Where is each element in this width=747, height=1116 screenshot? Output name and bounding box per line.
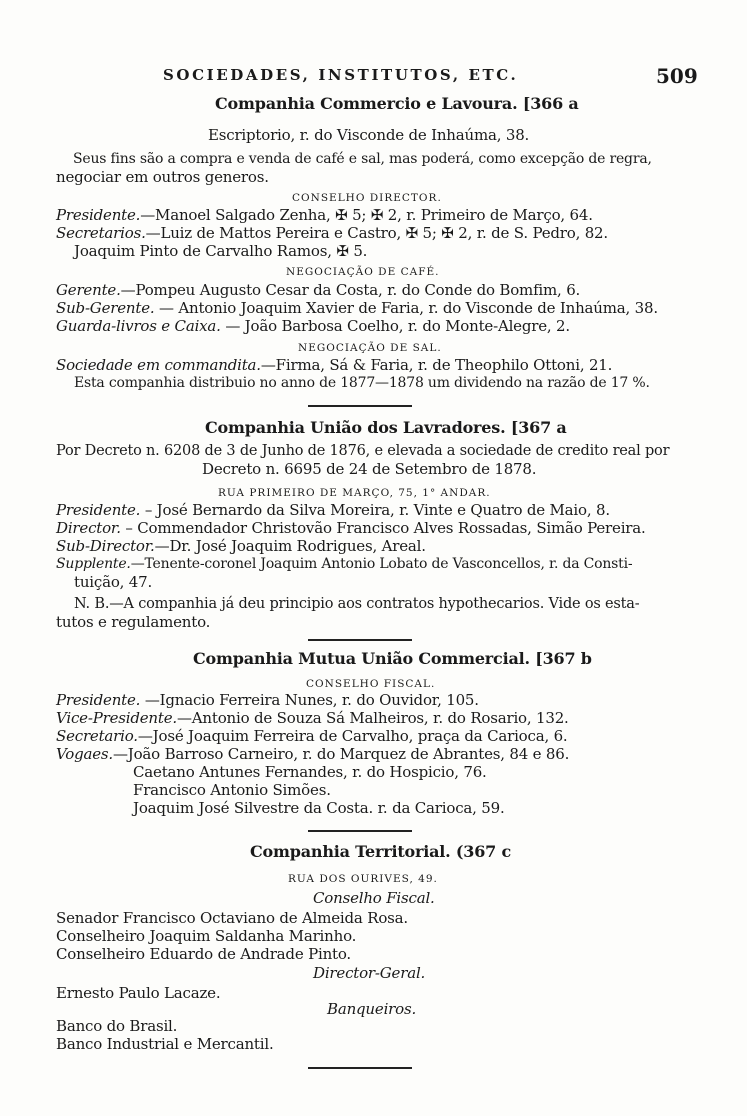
member-entry: —José Joaquim Ferreira de Carvalho, praça da Carioca, 6. <box>137 727 568 745</box>
section-3-vogal: Francisco Antonio Simões. <box>133 781 331 799</box>
section-4-fiscal-member: Senador Francisco Octaviano de Almeida Rosa. <box>56 909 408 927</box>
section-1-description-line-2: negociar em outros generos. <box>56 168 269 186</box>
role-label: Vogaes. <box>56 745 113 763</box>
section-2-decree-line-2: Decreto n. 6695 de 24 de Setembro de 1878. <box>202 460 537 478</box>
section-1-office: Escriptorio, r. do Visconde de Inhaúma, 38. <box>208 126 530 144</box>
section-1-ref: [366 a <box>522 94 579 113</box>
member-entry: —Pompeu Augusto Cesar da Costa, r. do Conde do Bomfim, 6. <box>120 281 581 299</box>
role-label: Presidente. <box>56 691 141 709</box>
member-entry: — João Barbosa Coelho, r. do Monte-Alegre, 2. <box>220 317 570 335</box>
role-label: Director. <box>56 519 121 537</box>
section-4-name: Companhia Territorial. <box>250 842 451 861</box>
section-4-bankers-heading: Banqueiros. <box>327 1000 417 1018</box>
role-label: Guarda-livros e Caixa. <box>56 317 221 335</box>
section-divider <box>308 405 412 407</box>
member-entry: —João Barroso Carneiro, r. do Marquez de Abrantes, 84 e 86. <box>112 745 570 763</box>
running-title: SOCIEDADES, INSTITUTOS, ETC. <box>163 66 519 84</box>
role-label: Vice-Presidente. <box>56 709 177 727</box>
section-4-fiscal-member: Conselheiro Joaquim Saldanha Marinho. <box>56 927 357 945</box>
page-number: 509 <box>656 64 698 88</box>
role-label: Gerente. <box>56 281 121 299</box>
section-4-address: RUA DOS OURIVES, 49. <box>288 873 438 885</box>
role-label: Secretario. <box>56 727 138 745</box>
role-label: Secretarios. <box>56 224 146 242</box>
section-2-ref: [367 a <box>510 418 567 437</box>
section-divider <box>308 639 412 641</box>
member-entry: —Tenente-coronel Joaquim Antonio Lobato de Vasconcellos, r. da Consti- <box>130 556 633 572</box>
section-1-description-line-1: Seus fins são a compra e venda de café e sal, mas poderá, como excepção de regra, <box>73 151 652 167</box>
section-1-board-row <box>74 243 367 260</box>
section-1-coffee-row <box>56 318 570 335</box>
member-entry: —Manoel Salgado Zenha, ✠ 5; ✠ 2, r. Primeiro de Março, 64. <box>140 206 593 224</box>
section-2-address: RUA PRIMEIRO DE MARÇO, 75, 1° ANDAR. <box>218 487 491 499</box>
section-1-salt-row <box>56 357 612 374</box>
role-label: Supplente. <box>56 556 131 572</box>
member-entry: —Firma, Sá & Faria, r. de Theophilo Ottoni, 21. <box>260 356 613 374</box>
section-3-heading: CONSELHO FISCAL. <box>306 678 436 690</box>
role-label: Presidente. <box>56 501 141 519</box>
section-1-coffee-row <box>56 300 658 317</box>
section-1-board-heading: CONSELHO DIRECTOR. <box>292 192 442 204</box>
section-2-note-line-1: N. B.—A companhia já deu principio aos contratos hypothecarios. Vide os esta- <box>74 596 640 612</box>
section-4-banker: Banco Industrial e Mercantil. <box>56 1035 274 1053</box>
section-1-name: Companhia Commercio e Lavoura. <box>215 94 518 113</box>
section-2-title <box>205 419 567 436</box>
section-2-member-continuation: tuição, 47. <box>74 573 153 591</box>
section-3-name: Companhia Mutua União Commercial. <box>193 649 530 668</box>
role-label: Sub-Director. <box>56 537 155 555</box>
section-3-vogal: Joaquim José Silvestre da Costa. r. da Carioca, 59. <box>133 799 505 817</box>
section-4-title <box>250 843 511 860</box>
section-1-coffee-row <box>56 282 580 299</box>
section-3-ref: [367 b <box>535 649 592 668</box>
member-entry: —Ignacio Ferreira Nunes, r. do Ouvidor, 105. <box>140 691 479 709</box>
member-entry: Joaquim Pinto de Carvalho Ramos, ✠ 5. <box>74 242 368 260</box>
section-3-member-row <box>56 692 479 709</box>
section-3-member-row <box>56 746 569 763</box>
section-1-title <box>215 95 579 112</box>
section-2-decree-line-1: Por Decreto n. 6208 de 3 de Junho de 1876, e elevada a sociedade de credito real por <box>56 443 670 459</box>
section-1-board-row <box>56 207 593 224</box>
role-label: Sub-Gerente. <box>56 299 155 317</box>
section-1-coffee-heading: NEGOCIAÇÃO DE CAFÉ. <box>286 266 440 278</box>
section-4-director: Ernesto Paulo Lacaze. <box>56 984 221 1002</box>
section-2-name: Companhia União dos Lavradores. <box>205 418 506 437</box>
section-divider <box>308 830 412 832</box>
member-entry: – Commendador Christovão Francisco Alves Rossadas, Simão Pereira. <box>120 519 646 537</box>
section-divider <box>308 1067 412 1069</box>
member-entry: —Luiz de Mattos Pereira e Castro, ✠ 5; ✠ 2, r. de S. Pedro, 82. <box>145 224 608 242</box>
section-3-title <box>193 650 592 667</box>
section-2-member-row <box>56 520 646 537</box>
section-2-note-line-2: tutos e regulamento. <box>56 613 211 631</box>
section-2-member-row <box>56 538 426 555</box>
section-1-salt-heading: NEGOCIAÇÃO DE SAL. <box>298 342 442 354</box>
section-2-member-row <box>56 502 610 519</box>
section-3-member-row <box>56 728 568 745</box>
running-header <box>0 66 747 88</box>
section-1-dividend-note: Esta companhia distribuio no anno de 1877—1878 um dividendo na razão de 17 %. <box>74 375 650 391</box>
section-4-ref: (367 c <box>455 842 512 861</box>
section-3-member-row <box>56 710 569 727</box>
role-label: Sociedade em commandita. <box>56 356 261 374</box>
member-entry: —Antonio de Souza Sá Malheiros, r. do Rosario, 132. <box>176 709 569 727</box>
member-entry: —Dr. José Joaquim Rodrigues, Areal. <box>154 537 426 555</box>
section-4-fiscal-member: Conselheiro Eduardo de Andrade Pinto. <box>56 945 351 963</box>
section-3-vogal: Caetano Antunes Fernandes, r. do Hospicio, 76. <box>133 763 487 781</box>
section-4-fiscal-heading: Conselho Fiscal. <box>313 889 435 907</box>
section-4-director-heading: Director-Geral. <box>313 964 426 982</box>
member-entry: — Antonio Joaquim Xavier de Faria, r. do Visconde de Inhaúma, 38. <box>154 299 658 317</box>
section-4-banker: Banco do Brasil. <box>56 1017 178 1035</box>
section-1-board-row <box>56 225 608 242</box>
section-2-member-row <box>56 556 632 573</box>
role-label: Presidente. <box>56 206 141 224</box>
member-entry: – José Bernardo da Silva Moreira, r. Vinte e Quatro de Maio, 8. <box>140 501 610 519</box>
